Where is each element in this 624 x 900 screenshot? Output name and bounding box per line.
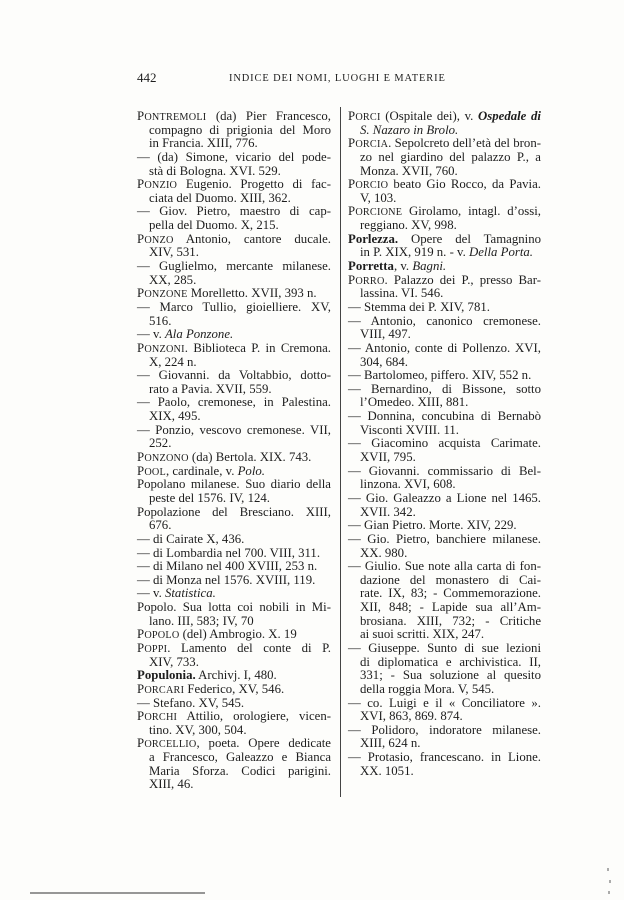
index-entry (348, 110, 541, 137)
index-line: — Gio. Pietro, banchiere milanese. (348, 531, 541, 546)
headword: PORCARI (137, 681, 185, 696)
text-run: beato Gio Rocco, da Pavia. (388, 177, 541, 192)
index-line: — Giov. Pietro, maestro di cap- (137, 204, 331, 219)
index-line (137, 328, 331, 342)
text-run: Antonio, cantore ducale. (173, 231, 331, 246)
italic-reference: Statistica. (164, 586, 216, 601)
index-line (348, 205, 541, 219)
index-line: X, 224 n. (149, 354, 197, 369)
index-line: dazione del monastero di Cai- (360, 572, 541, 587)
index-line (348, 260, 541, 274)
text-run: (da) Bertola. XIX. 743. (188, 450, 312, 465)
text-run: Girolamo, intagl. d’ossi, (402, 204, 541, 219)
index-entry (348, 369, 541, 383)
index-entry (137, 642, 331, 669)
index-column-right (348, 110, 541, 778)
headword: PORCELLIO (137, 736, 197, 751)
headword: POPPI (137, 640, 168, 655)
index-entry (348, 519, 541, 533)
index-line: della roggia Mora. V, 545. (360, 681, 495, 696)
index-line (137, 233, 331, 247)
index-line (137, 642, 331, 656)
index-line: — Protasio, francescano. in Lione. (348, 750, 541, 765)
index-entry (137, 669, 331, 683)
index-line: XII, 848; - Lapide sua all’Am- (360, 600, 541, 615)
index-line: di diplomatica e archivistica. II, (360, 654, 541, 669)
index-entry (137, 533, 331, 547)
index-line: reggiano. XV, 998. (360, 218, 457, 233)
index-entry (137, 478, 331, 505)
index-line: Popolano milanese. Suo diario della (137, 477, 331, 492)
index-line: Popolo. Sua lotta coi nobili in Mi- (137, 600, 331, 615)
index-entry (348, 233, 541, 260)
text-run: — v. (137, 327, 165, 342)
index-line: — di Monza nel 1576. XVIII, 119. (137, 572, 316, 587)
headword: POOL (137, 463, 166, 478)
index-entry (137, 178, 331, 205)
index-line (137, 178, 331, 192)
text-run: . Palazzo dei P., presso Bar- (384, 272, 541, 287)
index-entry (137, 369, 331, 396)
index-line: — di Lombardia nel 700. VIII, 311. (137, 545, 321, 560)
text-run: , v. (393, 259, 413, 274)
index-line: XX. 1051. (360, 763, 414, 778)
index-line: XX. 980. (360, 545, 408, 560)
index-line: Monza. XVII, 760. (360, 163, 458, 178)
italic-reference: S. Nazaro in Brolo. (360, 122, 459, 137)
index-line: in Francia. XIII, 776. (149, 136, 258, 151)
index-line: compagno di prigionia del Moro (149, 122, 331, 137)
index-entry (137, 601, 331, 628)
index-entry (348, 137, 541, 178)
index-line: — Giacomino acquista Carimate. (348, 436, 541, 451)
index-entry (348, 642, 541, 697)
index-line (137, 465, 331, 479)
index-entry (137, 110, 331, 151)
index-line: XIV, 531. (149, 245, 199, 260)
index-entry (348, 315, 541, 342)
index-line: — Antonio, canonico cremonese. (348, 313, 541, 328)
index-line: — co. Luigi e il « Conciliatore ». (348, 695, 541, 710)
headword: PORCHI (137, 709, 178, 724)
index-line (348, 137, 541, 151)
text-run: (Ospitale dei), v. (380, 109, 479, 123)
index-entry (348, 697, 541, 724)
text-run: , cardinale, v. (165, 463, 238, 478)
index-line: ciata del Duomo. XIII, 362. (149, 190, 291, 205)
headword: PORCIO (348, 177, 389, 192)
column-divider (340, 107, 341, 797)
index-line: — Stemma dei P. XIV, 781. (348, 299, 490, 314)
index-column-left (137, 110, 331, 792)
index-entry (348, 533, 541, 560)
index-line: VIII, 497. (360, 327, 411, 342)
index-line: — Giovanni. da Voltabbio, dotto- (137, 368, 331, 383)
index-line (137, 628, 331, 642)
index-line (348, 233, 541, 247)
headword: PORCIA (348, 136, 389, 151)
index-line: 516. (149, 313, 172, 328)
headword: PONZIO (137, 177, 178, 192)
text-run: in P. XIX, 919 n. - v. (360, 245, 470, 260)
index-line: zo nel giardino del palazzo P., a (360, 149, 541, 164)
index-line: stà di Bologna. XVI. 529. (149, 163, 281, 178)
index-entry (137, 205, 331, 232)
text-run: Archivj. I, 480. (195, 668, 277, 683)
index-line (137, 451, 331, 465)
index-entry (137, 424, 331, 451)
text-run: (da) Pier Francesco, (206, 109, 331, 123)
index-entry (137, 574, 331, 588)
text-run: (del) Ambrogio. X. 19 (179, 627, 297, 642)
index-line: linzona. XVI, 608. (360, 477, 456, 492)
index-line: Visconti XVIII. 11. (360, 422, 459, 437)
index-line: lassina. VI. 546. (360, 286, 444, 301)
index-line: Popolazione del Bresciano. XIII, (137, 504, 331, 519)
index-line: — Bernardino, di Bissone, sotto (348, 381, 541, 396)
index-entry (137, 301, 331, 328)
index-entry (348, 724, 541, 751)
text-run: . Lamento del conte di P. (167, 640, 331, 655)
index-line: — Bartolomeo, piffero. XIV, 552 n. (348, 368, 532, 383)
index-line: XVI, 863, 869. 874. (360, 709, 463, 724)
index-entry (348, 205, 541, 232)
index-line: rato a Pavia. XVII, 559. (149, 381, 272, 396)
index-entry (348, 751, 541, 778)
index-entry (137, 506, 331, 533)
index-line: — Giuseppe. Sunto di sue lezioni (348, 640, 541, 655)
index-line: — Polidoro, indoratore milanese. (348, 722, 541, 737)
text-run: Opere del Tamagnino (398, 231, 541, 246)
index-line: XIX, 495. (149, 409, 201, 424)
index-entry (348, 410, 541, 437)
italic-reference: Ala Ponzone. (164, 327, 234, 342)
bold-headword: Porlezza. (348, 231, 399, 246)
text-run: . Biblioteca P. in Cremona. (184, 340, 331, 355)
index-line (348, 246, 541, 260)
index-entry (137, 451, 331, 465)
index-entry (348, 560, 541, 642)
index-entry (137, 587, 331, 601)
index-entry (348, 301, 541, 315)
headword: PORCI (348, 109, 381, 123)
index-line: XIV, 733. (149, 654, 199, 669)
page-number: 442 (137, 70, 157, 85)
index-line: — Stefano. XV, 545. (137, 695, 245, 710)
index-line (137, 683, 331, 697)
headword: PONZONI (137, 340, 185, 355)
scan-speck (609, 880, 611, 883)
italic-reference: Polo. (237, 463, 265, 478)
italic-reference: Della Porta. (469, 245, 533, 260)
index-line (137, 587, 331, 601)
index-line: — Marco Tullio, gioielliere. XV, (137, 299, 331, 314)
index-line: — Paolo, cremonese, in Palestina. (137, 395, 331, 410)
index-line (137, 669, 331, 683)
index-entry (137, 628, 331, 642)
index-line (137, 287, 331, 301)
index-line: Maria Sforza. Codici parigini. (149, 763, 331, 778)
scan-speck (608, 891, 610, 894)
index-line (137, 110, 331, 124)
headword: PONZO (137, 231, 174, 246)
index-entry (137, 151, 331, 178)
index-entry (137, 396, 331, 423)
index-line: — di Milano nel 400 XVIII, 253 n. (137, 559, 318, 574)
index-entry (348, 383, 541, 410)
index-line: 252. (149, 436, 172, 451)
index-line (137, 710, 331, 724)
index-entry (137, 233, 331, 260)
index-line: — Guglielmo, mercante milanese. (137, 259, 331, 274)
index-line (348, 110, 541, 124)
text-run: — v. (137, 586, 165, 601)
italic-reference: Bagni. (412, 259, 447, 274)
index-line: — Antonio, conte di Pollenzo. XVI, (348, 340, 541, 355)
index-line: 331; - Sua soluzione al quesito (360, 668, 541, 683)
index-line (348, 178, 541, 192)
index-line: — Ponzio, vescovo cremonese. VII, (137, 422, 331, 437)
index-entry (137, 287, 331, 301)
index-line: V, 103. (360, 190, 397, 205)
bold-italic-reference: Ospedale di (478, 109, 541, 123)
headword: PORRO (348, 272, 385, 287)
text-run: Eugenio. Progetto di fac- (177, 177, 331, 192)
headword: PONZONE (137, 286, 188, 301)
text-run: , poeta. Opere dedicate (196, 736, 331, 751)
running-title: INDICE DEI NOMI, LUOGHI E MATERIE (229, 73, 446, 84)
index-line: — Giulio. Sue note alla carta di fon- (348, 559, 541, 574)
index-line: pella del Duomo. X, 215. (149, 218, 279, 233)
index-line: — Donnina, concubina di Bernabò (348, 409, 541, 424)
headword: POPOLO (137, 627, 180, 642)
index-line: XVII, 795. (360, 450, 416, 465)
index-line: peste del 1576. IV, 124. (149, 490, 270, 505)
index-line: tino. XV, 300, 504. (149, 722, 247, 737)
index-line: XX, 285. (149, 272, 197, 287)
headword: PONTREMOLI (137, 109, 207, 123)
bold-headword: Populonia. (137, 668, 196, 683)
text-run: Morelletto. XVII, 393 n. (187, 286, 317, 301)
index-line: l’Omedeo. XIII, 881. (360, 395, 469, 410)
index-entry (137, 465, 331, 479)
index-line: lano. III, 583; IV, 70 (149, 613, 254, 628)
bold-headword: Porretta (348, 259, 394, 274)
index-line: — Gian Pietro. Morte. XIV, 229. (348, 518, 517, 533)
index-entry (137, 710, 331, 737)
index-line: — (da) Simone, vicario del pode- (137, 149, 331, 164)
index-entry (137, 737, 331, 792)
index-entry (137, 328, 331, 342)
index-entry (348, 465, 541, 492)
headword: PONZONO (137, 450, 189, 465)
index-entry (348, 342, 541, 369)
index-entry (137, 547, 331, 561)
index-line: XIII, 624 n. (360, 736, 421, 751)
index-line (348, 274, 541, 288)
index-entry (137, 697, 331, 711)
index-line (137, 342, 331, 356)
text-run: . Sepolcreto dell’età del bron- (388, 136, 541, 151)
headword: PORCIONE (348, 204, 403, 219)
index-entry (137, 342, 331, 369)
index-line: 304, 684. (360, 354, 408, 369)
index-entry (348, 260, 541, 274)
index-line: — di Cairate X, 436. (137, 531, 245, 546)
index-line: XVII. 342. (360, 504, 416, 519)
index-entry (137, 683, 331, 697)
index-entry (348, 437, 541, 464)
scan-edge-mark (30, 892, 205, 894)
text-run: Federico, XV, 546. (184, 681, 285, 696)
index-line: rate. IX, 83; - Commemorazione. (360, 586, 541, 601)
index-line: ai suoi scritti. XIX, 247. (360, 627, 485, 642)
index-line: — Giovanni. commissario di Bel- (348, 463, 541, 478)
index-line: a Francesco, Galeazzo e Bianca (149, 750, 331, 765)
text-run: Attilio, orologiere, vicen- (177, 709, 331, 724)
index-entry (137, 560, 331, 574)
index-line: XIII, 46. (149, 777, 194, 792)
index-line (137, 737, 331, 751)
index-entry (348, 492, 541, 519)
scan-speck (607, 868, 609, 871)
index-line: 676. (149, 518, 172, 533)
index-line: — Gio. Galeazzo a Lione nel 1465. (348, 490, 541, 505)
index-entry (348, 274, 541, 301)
index-line (348, 124, 541, 138)
index-entry (137, 260, 331, 287)
index-entry (348, 178, 541, 205)
index-line: brosiana. XIII, 732; - Critiche (360, 613, 541, 628)
